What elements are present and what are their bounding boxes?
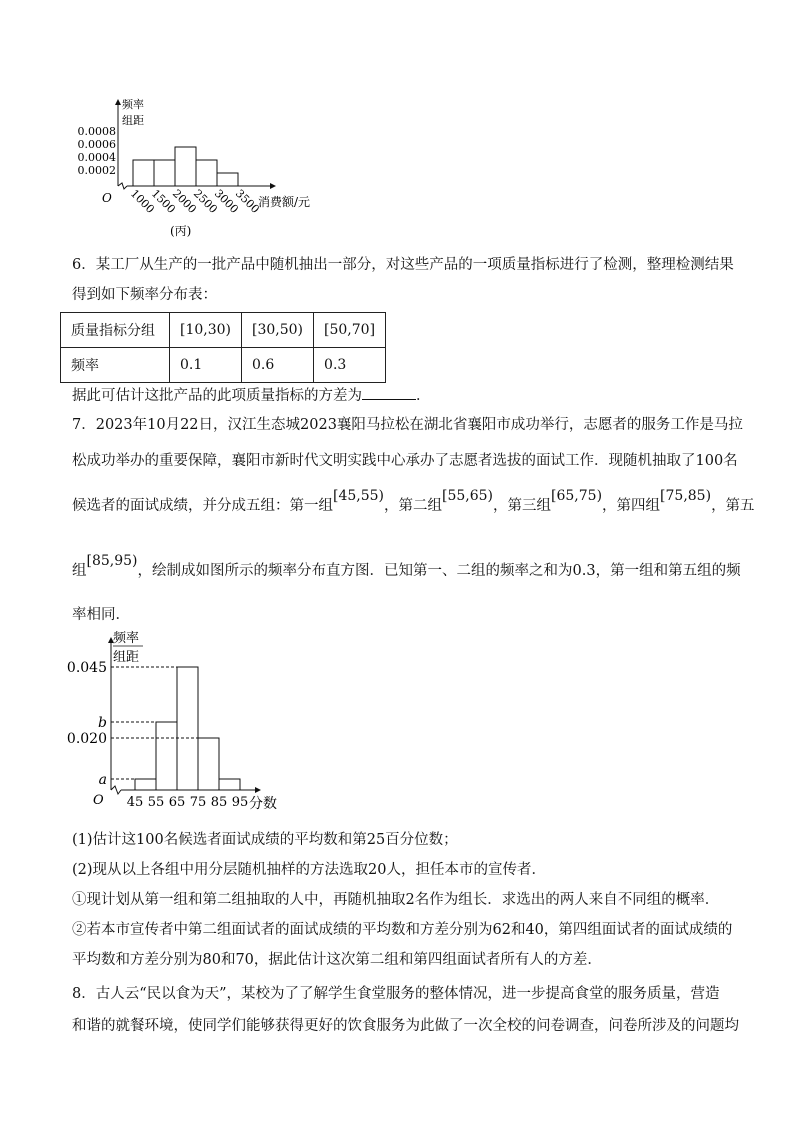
figure-caption: (丙) [170, 224, 192, 238]
x-axis-break [111, 786, 121, 794]
x-tick-label: 3000 [211, 186, 241, 216]
q7-text: ，第四组 [602, 498, 661, 514]
q6-period: ． [416, 388, 431, 404]
x-tick-label: 2500 [190, 186, 220, 216]
answer-blank[interactable] [362, 385, 416, 400]
x-tick-label: 1500 [148, 186, 178, 216]
x-tick-label: 75 [189, 795, 207, 810]
table-cell: 0.1 [170, 348, 242, 383]
q7-text-line1: 7．2023年10月22日，汉江生态城2023襄阳马拉松在湖北省襄阳市成功举行，志愿者的服务工作是马拉 [72, 417, 743, 433]
interval-group1: [45,55) [333, 488, 385, 504]
histogram-bar [219, 779, 240, 790]
consumption-histogram [77, 90, 311, 240]
q7-text: 候选者的面试成绩，并分成五组：第一组 [72, 498, 333, 514]
x-axis-break [118, 183, 127, 189]
y-axis-label-top: 频率 [122, 98, 144, 111]
q7-sub2-2-line2: 平均数和方差分别为80和70，据此估计这次第二组和第四组面试者所有人的方差． [72, 952, 602, 968]
x-tick-label: 1000 [127, 186, 157, 216]
score-histogram [55, 628, 305, 816]
x-tick-label: 65 [168, 795, 186, 810]
table-cell: 质量指标分组 [61, 313, 170, 348]
y-tick-label: 0.0008 [77, 125, 116, 138]
q7-text: ，第三组 [493, 498, 552, 514]
q7-text: ，绘制成如图所示的频率分布直方图．已知第一、二组的频率之和为0.3，第一组和第五组的频 [137, 563, 741, 579]
interval-group3: [65,75) [551, 488, 603, 504]
table-cell: [50,70] [314, 313, 386, 348]
interval-group2: [55,65) [442, 488, 494, 504]
histogram-bar [177, 667, 198, 790]
y-tick-label: 0.0006 [77, 138, 116, 151]
x-tick-label: 3500 [232, 186, 262, 216]
q7-text-line2: 松成功举办的重要保障，襄阳市新时代文明实践中心承办了志愿者选拔的面试工作．现随机抽取了100名 [72, 453, 738, 469]
table-cell: 0.3 [314, 348, 386, 383]
q8-text-line1: 8．古人云“民以食为天”，某校为了了解学生食堂服务的整体情况，进一步提高食堂的服务质量，营造 [72, 986, 720, 1002]
y-axis-label-top: 频率 [113, 631, 140, 646]
x-axis-label: 消费额/元 [258, 195, 311, 209]
y-tick-label: a [98, 772, 107, 788]
q7-text: 组 [72, 563, 87, 579]
q7-text: ，第五 [711, 498, 755, 514]
table-cell: 频率 [61, 348, 170, 383]
x-tick-label: 95 [231, 795, 249, 810]
q7-text-line3 [72, 488, 755, 516]
table-cell: 0.6 [242, 348, 314, 383]
histogram-bar [154, 160, 175, 186]
x-tick-label: 2000 [169, 186, 199, 216]
q6-text-line1: 6．某工厂从生产的一批产品中随机抽出一部分，对这些产品的一项质量指标进行了检测，整理检测结果 [72, 257, 734, 273]
y-tick-label: b [98, 715, 107, 731]
q6-prompt: 据此可估计这批产品的此项质量指标的方差为 [72, 388, 362, 404]
y-tick-label: 0.0002 [77, 164, 116, 177]
q7-sub1: (1)估计这100名候选者面试成绩的平均数和第25百分位数； [72, 832, 458, 848]
frequency-table [60, 312, 386, 383]
table-row [61, 313, 386, 348]
histogram-bar [175, 147, 196, 186]
y-tick-label: 0.045 [66, 660, 107, 676]
x-tick-label: 55 [147, 795, 165, 810]
q7-sub2-2-line1: ②若本市宣传者中第二组面试者的面试成绩的平均数和方差分别为62和40，第四组面试者的面试成绩的 [72, 922, 733, 938]
histogram-bar [135, 779, 156, 790]
q7-sub2: (2)现从以上各组中用分层随机抽样的方法选取20人，担任本市的宣传者． [72, 862, 546, 878]
origin-label: O [93, 793, 104, 808]
q6-text-line2: 得到如下频率分布表： [72, 287, 217, 303]
table-cell: [30,50) [242, 313, 314, 348]
histogram-bar [217, 173, 238, 186]
x-axis-label: 分数 [249, 796, 277, 812]
q7-text: ，第二组 [384, 498, 443, 514]
origin-label: O [102, 191, 112, 205]
q6-text-line3 [72, 385, 431, 406]
y-tick-label: 0.020 [66, 731, 107, 747]
y-axis-label-bottom: 组距 [122, 114, 144, 127]
table-cell: [10,30) [170, 313, 242, 348]
q8-text-line2: 和谐的就餐环境，使同学们能够获得更好的饮食服务为此做了一次全校的问卷调查，问卷所涉及的问题均 [72, 1018, 739, 1034]
histogram-bar [156, 722, 177, 790]
histogram-bar [133, 160, 154, 186]
histogram-bar [196, 160, 217, 186]
histogram-bar [198, 738, 219, 790]
q7-sub2-1: ①现计划从第一组和第二组抽取的人中，再随机抽取2名作为组长．求选出的两人来自不同组的概率． [72, 892, 720, 908]
q7-text-line4 [72, 553, 741, 581]
table-row [61, 348, 386, 383]
x-tick-label: 45 [126, 795, 144, 810]
q7-text-line5: 率相同． [72, 607, 130, 623]
y-tick-label: 0.0004 [77, 151, 116, 164]
y-axis-label-bottom: 组距 [113, 650, 140, 665]
x-tick-label: 85 [210, 795, 228, 810]
interval-group4: [75,85) [660, 488, 712, 504]
interval-group5: [85,95) [86, 553, 138, 569]
